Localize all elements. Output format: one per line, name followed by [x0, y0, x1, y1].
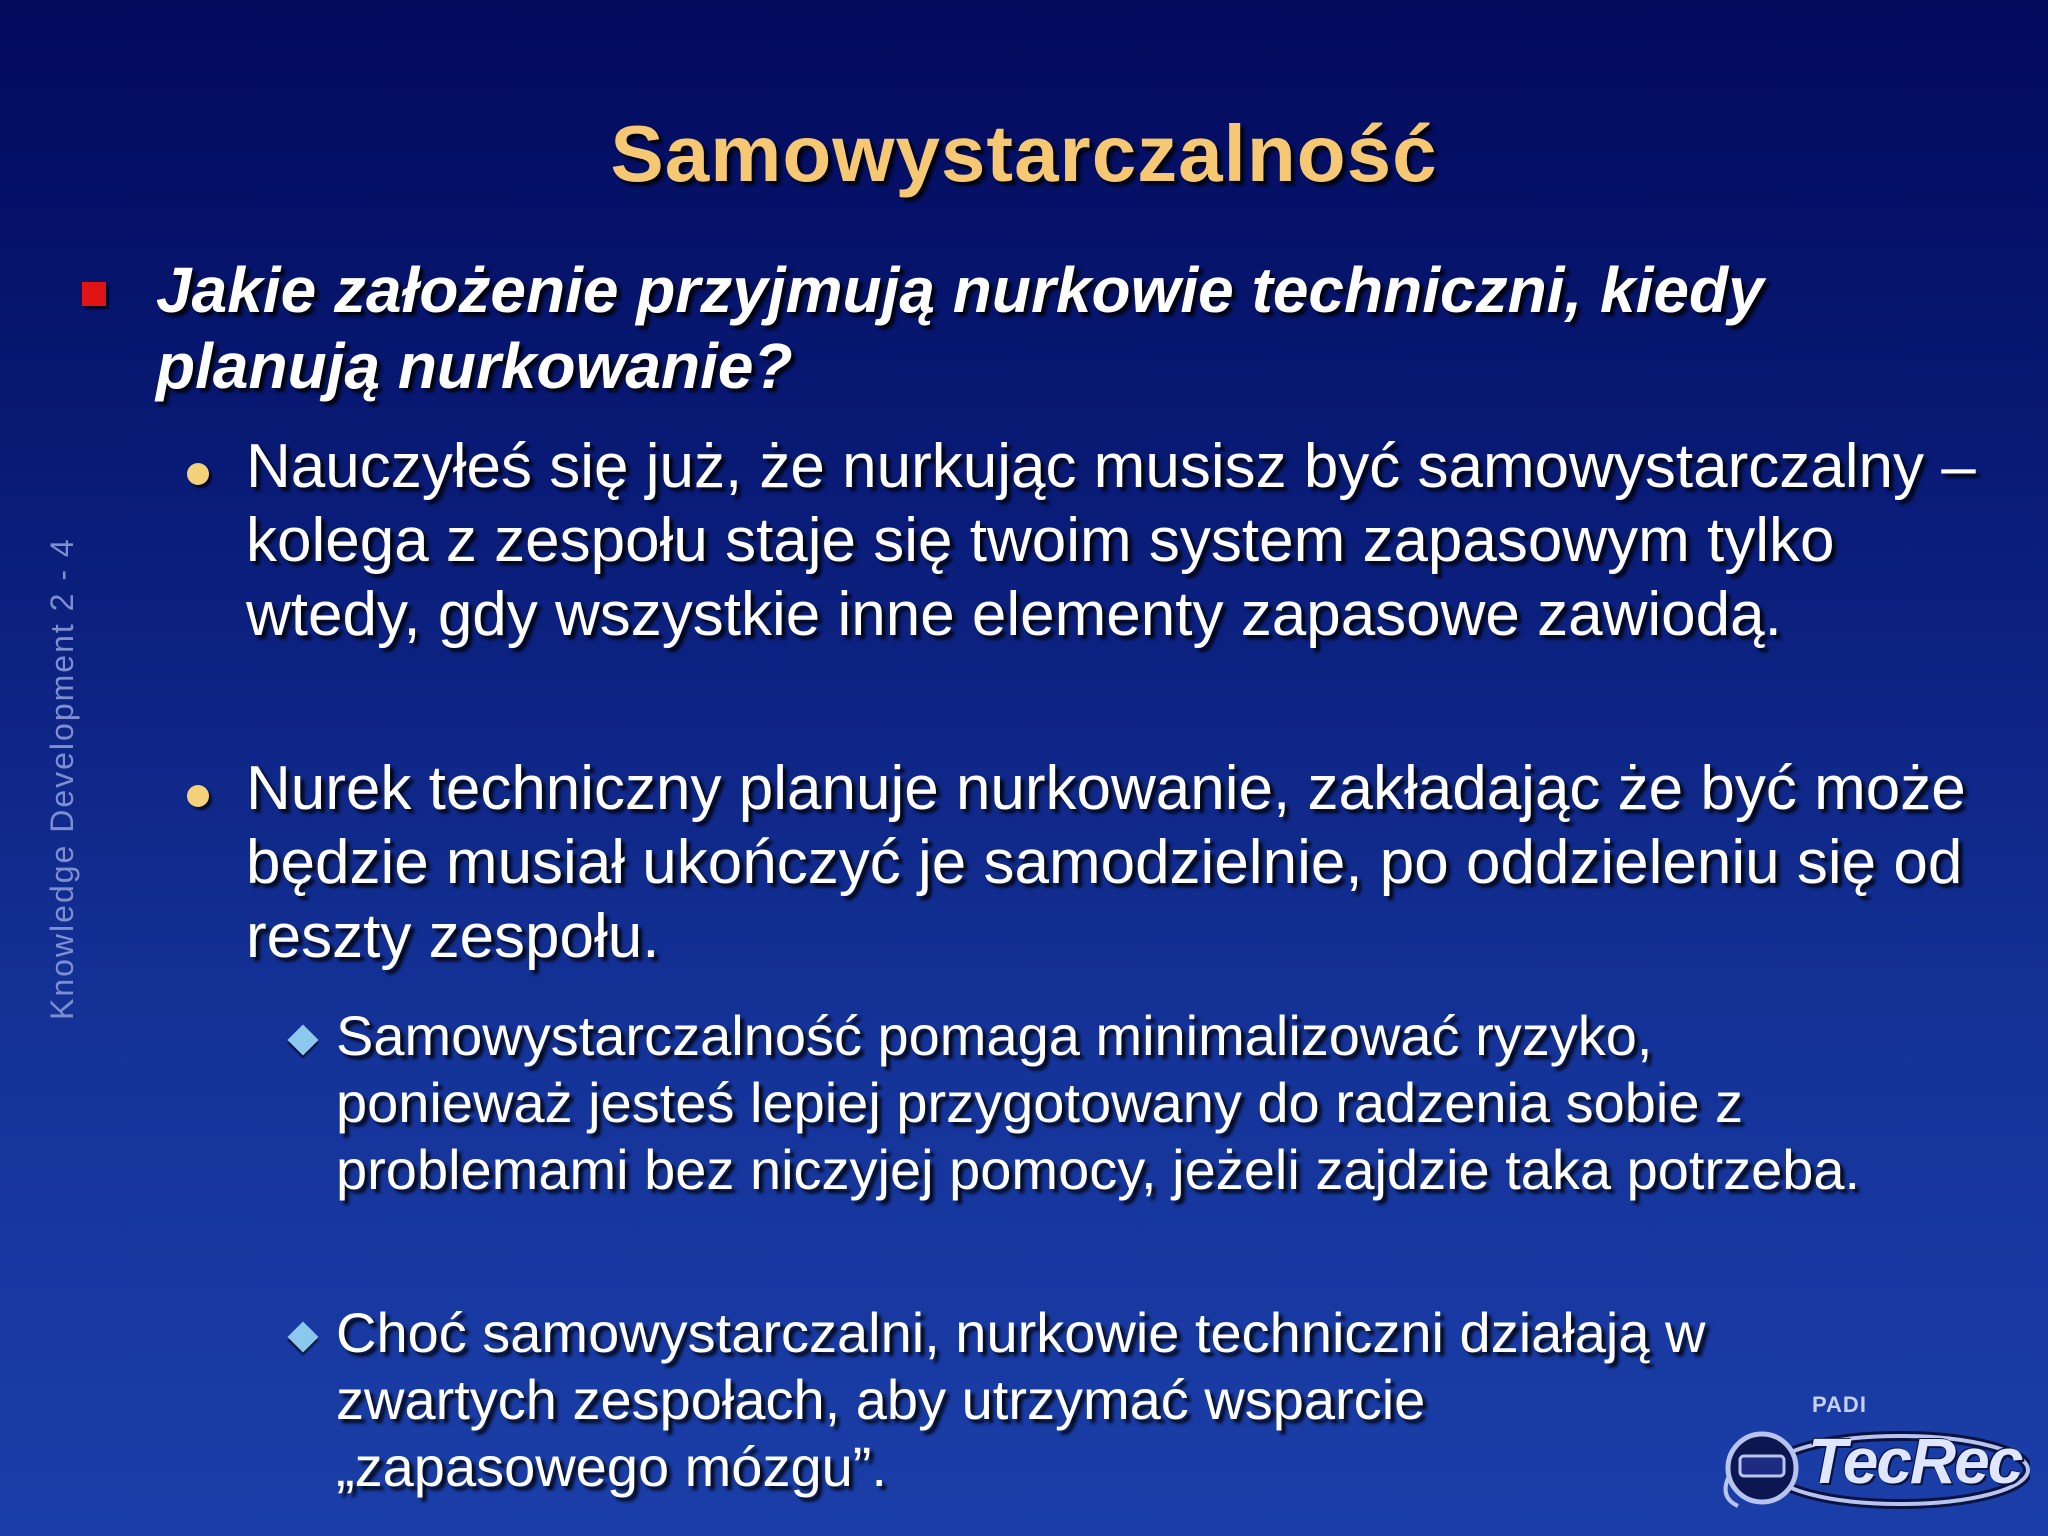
padi-tecrec-logo [1700, 1388, 2030, 1518]
point-text: Nauczyłeś się już, że nurkując musisz być samowystarczalny – kolega z zespołu staje się twoim system zapasowym tylko wtedy, gdy wszystkie inne elementy zapasowe zawiodą. [246, 432, 1976, 649]
diamond-bullet-icon [287, 1024, 318, 1055]
dot-bullet-icon [187, 785, 209, 807]
subpoint-text: Choć samowystarczalni, nurkowie techniczni działają w zwartych zespołach, aby utrzymać wsparcie „zapasowego mózgu”. [336, 1301, 1706, 1498]
subpoint-text: Samowystarczalność pomaga minimalizować ryzyko, ponieważ jesteś lepiej przygotowany do radzenia sobie z problemami bez niczyjej pomocy, jeżeli zajdzie taka potrzeba. [336, 1004, 1861, 1201]
dot-bullet-icon [187, 463, 209, 485]
logo-name-text: TecRec [1808, 1425, 2022, 1497]
side-label: Knowledge Development 2 - 4 [44, 537, 80, 1020]
logo-org-text: PADI [1812, 1392, 1867, 1417]
slide-title: Samowystarczalność [610, 109, 1438, 198]
square-bullet-icon [82, 282, 106, 306]
point-text: Nurek techniczny planuje nurkowanie, zakładając że być może będzie musiał ukończyć je samodzielnie, po oddzieleniu się od reszty zespołu. [246, 754, 1966, 971]
diamond-bullet-icon [287, 1321, 318, 1352]
question-text: Jakie założenie przyjmują nurkowie techniczni, kiedy planują nurkowanie? [156, 254, 1764, 402]
